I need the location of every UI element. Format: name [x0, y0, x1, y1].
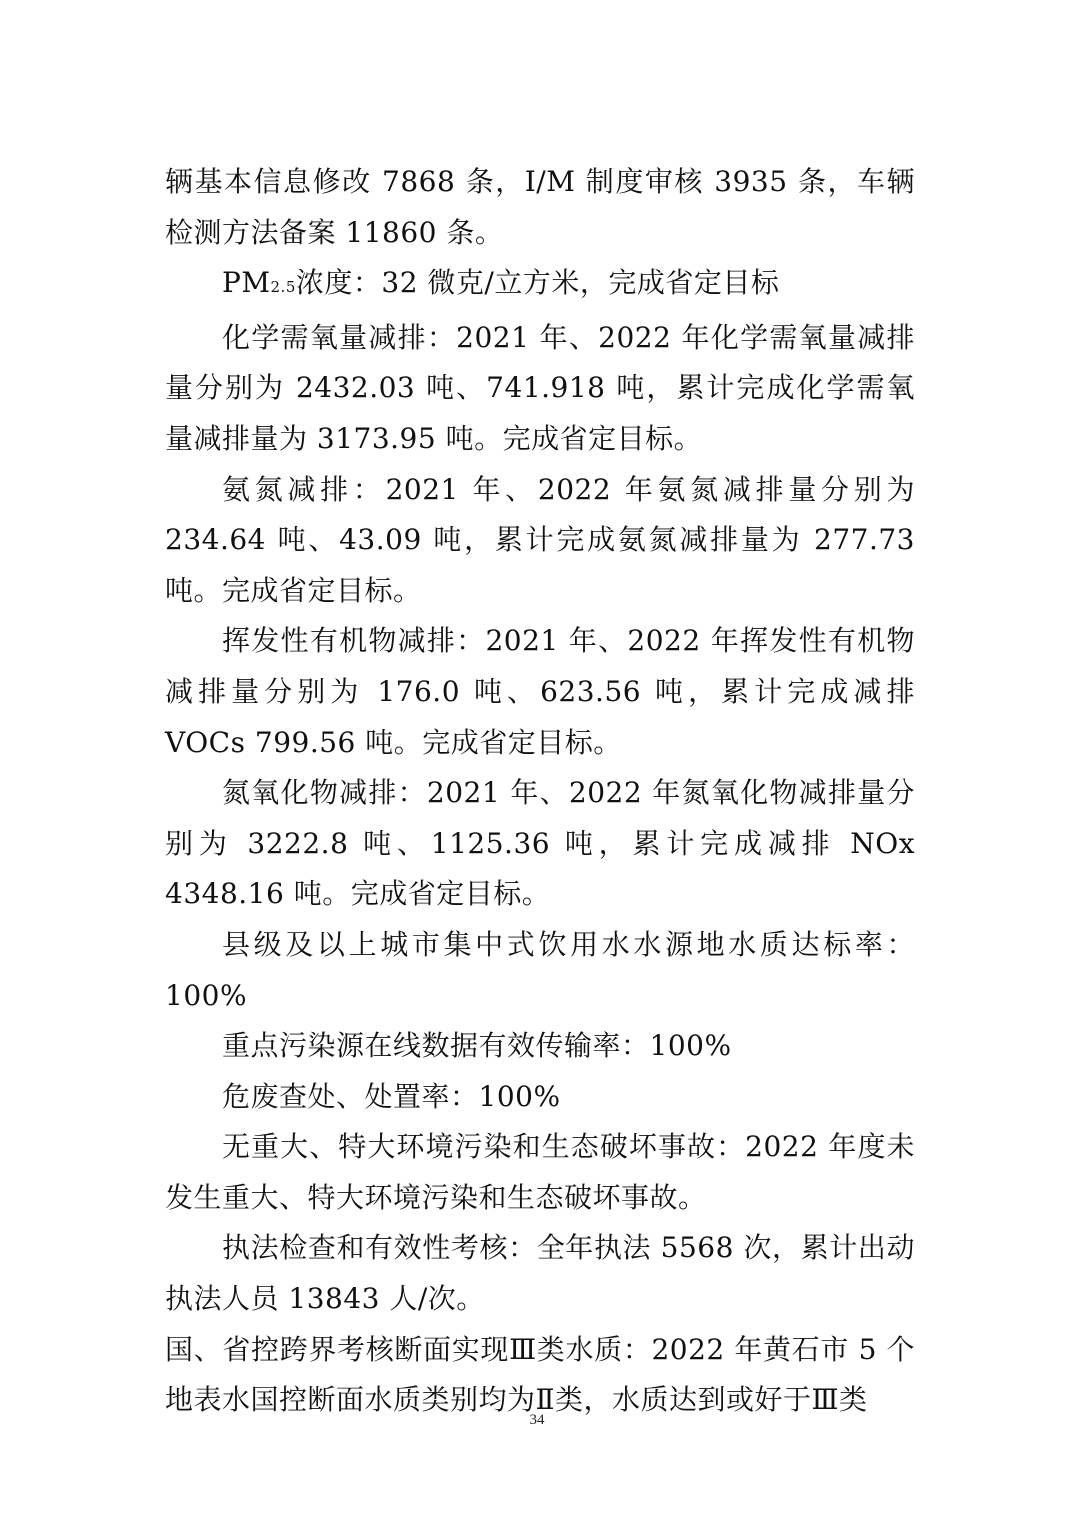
paragraph-vehicle-info: 辆基本信息修改 7868 条，I/M 制度审核 3935 条，车辆检测方法备案 11860 条。 [165, 165, 915, 249]
paragraph-online-data: 重点污染源在线数据有效传输率：100% [222, 1029, 732, 1063]
paragraph-nox-reduction: 氮氧化物减排：2021 年、2022 年氮氧化物减排量分别为 3222.8 吨、1125.36 吨，累计完成减排 NOx 4348.16 吨。完成省定目标。 [165, 776, 915, 911]
page-number: 34 [529, 1412, 545, 1428]
paragraph-enforcement: 执法检查和有效性考核：全年执法 5568 次，累计出动执法人员 13843 人/次。 [165, 1231, 915, 1316]
pm-prefix: PM [222, 266, 271, 300]
paragraph-cross-border-water: 国、省控跨界考核断面实现Ⅲ类水质：2022 年黄石市 5 个地表水国控断面水质类别均为Ⅱ类，水质达到或好于Ⅲ类 [165, 1332, 915, 1417]
paragraph-pm25 [165, 258, 915, 313]
paragraph-no-accidents: 无重大、特大环境污染和生态破坏事故：2022 年度未发生重大、特大环境污染和生态破坏事故。 [165, 1130, 915, 1214]
pm-subscript: 2.5 [270, 278, 296, 297]
body-text [165, 157, 915, 1426]
paragraph-water-source: 县级及以上城市集中式饮用水水源地水质达标率：100% [165, 927, 915, 1012]
paragraph-voc-reduction: 挥发性有机物减排：2021 年、2022 年挥发性有机物减排量分别为 176.0 吨、623.56 吨，累计完成减排 VOCs 799.56 吨。完成省定目标。 [165, 624, 915, 759]
paragraph-ammonia-reduction: 氨氮减排：2021 年、2022 年氨氮减排量分别为 234.64 吨、43.09 吨，累计完成氨氮减排量为 277.73 吨。完成省定目标。 [165, 472, 915, 607]
pm-suffix: 浓度：32 微克/立方米，完成省定目标 [295, 266, 780, 300]
paragraph-cod-reduction: 化学需氧量减排：2021 年、2022 年化学需氧量减排量分别为 2432.03 吨、741.918 吨，累计完成化学需氧量减排量为 3173.95 吨。完成省定目标。 [165, 320, 915, 455]
paragraph-hazardous-waste: 危废查处、处置率：100% [222, 1079, 561, 1113]
